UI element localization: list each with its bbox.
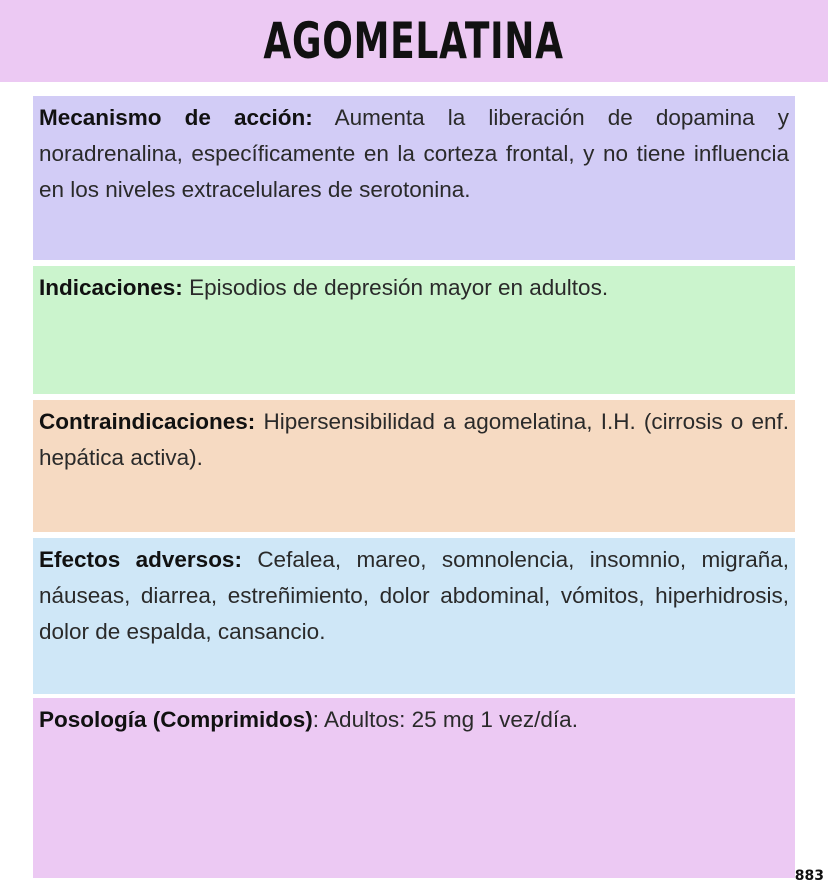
section-label: Indicaciones:	[39, 275, 183, 300]
section-text: Hipersensibilidad a agomelatina, I.H. (cirrosis o enf. hepática activa).	[39, 409, 789, 470]
page-number: 883	[794, 868, 824, 884]
section-text: Aumenta la liberación de dopamina y noradrenalina, específicamente en la corteza frontal, y no tiene influencia en los niveles extracelulares de serotonina.	[39, 105, 789, 202]
section-posologia	[33, 698, 795, 878]
section-label: Contraindicaciones:	[39, 409, 256, 434]
section-text: Adultos: 25 mg 1 vez/día.	[324, 707, 578, 732]
section-text: Cefalea, mareo, somnolencia, insomnio, migraña, náuseas, diarrea, estreñimiento, dolor abdominal, vómitos, hiperhidrosis, dolor de espalda, cansancio.	[39, 547, 789, 644]
section-label: Efectos adversos:	[39, 547, 242, 572]
section-indicaciones	[33, 266, 795, 394]
section-efectos-adversos	[33, 538, 795, 694]
section-text: Episodios de depresión mayor en adultos.	[189, 275, 609, 300]
section-label: Mecanismo de acción:	[39, 105, 313, 130]
page-title: AGOMELATINA	[263, 12, 565, 70]
section-contraindicaciones	[33, 400, 795, 532]
title-banner	[0, 0, 828, 82]
section-label: Posología (Comprimidos)	[39, 707, 313, 732]
section-label-suffix: :	[312, 707, 320, 732]
section-mecanismo	[33, 96, 795, 260]
